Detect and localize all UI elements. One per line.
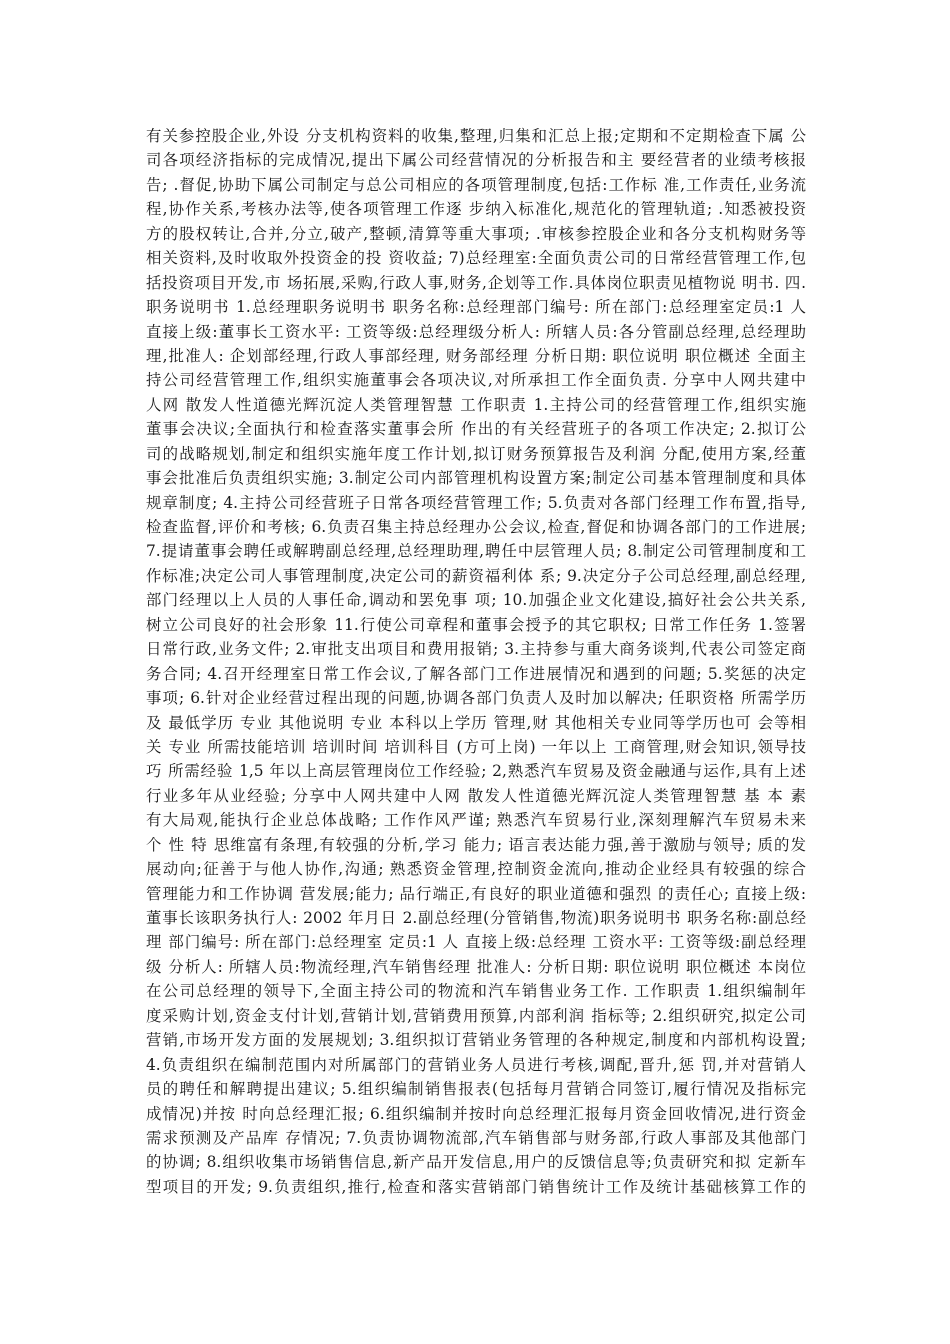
text-line: 理 部门编号: 所在部门:总经理室 定员:1 人 直接上级:总经理 工资水平: 工资等级:副总经理 bbox=[146, 933, 806, 952]
text-line: 部门经理以上人员的人事任命,调动和罢免事 项; 10.加强企业文化建设,搞好社会公共关系, bbox=[146, 591, 806, 610]
body-text bbox=[146, 124, 806, 1199]
text-line: 事会批准后负责组织实施; 3.制定公司内部管理机构设置方案;制定公司基本管理制度和具体 bbox=[146, 469, 806, 488]
text-line: 的协调; 8.组织收集市场销售信息,新产品开发信息,用户的反馈信息等;负责研究和拟 定新车 bbox=[146, 1153, 806, 1172]
text-line: 直接上级:董事长工资水平: 工资等级:总经理级分析人: 所辖人员:各分管副总经理,总经理助 bbox=[146, 322, 806, 341]
text-line: 司各项经济指标的完成情况,提出下属公司经营情况的分析报告和主 要经营者的业绩考核报 bbox=[146, 151, 806, 170]
text-line: 个 性 特 思维富有条理,有较强的分析,学习 能力; 语言表达能力强,善于激励与领导; 质的发 bbox=[146, 835, 806, 854]
text-line: 持公司经营管理工作,组织实施董事会各项决议,对所承担工作全面负责. 分享中人网共建中 bbox=[146, 371, 806, 390]
text-line: 规章制度; 4.主持公司经营班子日常各项经营管理工作; 5.负责对各部门经理工作布置,指导, bbox=[146, 493, 806, 512]
text-line: 括投资项目开发,市 场拓展,采购,行政人事,财务,企划等工作.具体岗位职责见植物说 明书. 四. bbox=[146, 273, 806, 292]
text-line: 树立公司良好的社会形象 11.行使公司章程和董事会授予的其它职权; 日常工作任务 1.签署 bbox=[146, 615, 806, 634]
text-line: 及 最低学历 专业 其他说明 专业 本科以上学历 管理,财 其他相关专业同等学历也可 会等相 bbox=[146, 713, 806, 732]
text-line: 作标准;决定公司人事管理制度,决定公司的薪资福利体 系; 9.决定分子公司总经理,副总经理, bbox=[146, 566, 806, 585]
text-line: 有关参控股企业,外设 分支机构资料的收集,整理,归集和汇总上报;定期和不定期检查下属 公 bbox=[146, 127, 806, 145]
text-line: 7.提请董事会聘任或解聘副总经理,总经理助理,聘任中层管理人员; 8.制定公司管理制度和工 bbox=[146, 542, 806, 561]
text-line: 检查监督,评价和考核; 6.负责召集主持总经理办公会议,检查,督促和协调各部门的工作进展; bbox=[146, 518, 806, 536]
text-line: 务合同; 4.召开经理室日常工作会议,了解各部门工作进展情况和遇到的问题; 5.奖惩的决定 bbox=[146, 664, 806, 683]
text-line: 司的战略规划,制定和组织实施年度工作计划,拟订财务预算报告及利润 分配,使用方案,经董 bbox=[146, 444, 806, 463]
text-line: 行业多年从业经验; 分享中人网共建中人网 散发人性道德光辉沉淀人类管理智慧 基 本 素 bbox=[146, 786, 806, 805]
text-line: 管理能力和工作协调 营发展;能力; 品行端正,有良好的职业道德和强烈 的责任心; 直接上级: bbox=[146, 884, 806, 903]
text-line: 营销,市场开发方面的发展规划; 3.组织拟订营销业务管理的各种规定,制度和内部机构设置; bbox=[146, 1031, 806, 1050]
text-line: 展动向;征善于与他人协作,沟通; 熟悉资金管理,控制资金流向,推动企业经具有较强的综合 bbox=[146, 860, 806, 879]
text-line: 告; .督促,协助下属公司制定与总公司相应的各项管理制度,包括:工作标 准,工作责任,业务流 bbox=[146, 175, 806, 194]
text-line: 董事会决议;全面执行和检查落实董事会所 作出的有关经营班子的各项工作决定; 2.拟订公 bbox=[146, 420, 806, 439]
text-line: 型项目的开发; 9.负责组织,推行,检查和落实营销部门销售统计工作及统计基础核算工作的 bbox=[146, 1177, 806, 1196]
text-line: 成情况)并按 时向总经理汇报; 6.组织编制并按时向总经理汇报每月资金回收情况,进行资金 bbox=[146, 1104, 806, 1123]
text-line: 级 分析人: 所辖人员:物流经理,汽车销售经理 批准人: 分析日期: 职位说明 职位概述 本岗位 bbox=[146, 957, 806, 976]
text-line: 职务说明书 1.总经理职务说明书 职务名称:总经理部门编号: 所在部门:总经理室定员:1 人 bbox=[146, 298, 806, 317]
text-line: 理,批准人: 企划部经理,行政人事部经理, 财务部经理 分析日期: 职位说明 职位概述 全面主 bbox=[146, 346, 806, 365]
text-line: 相关资料,及时收取外投资金的投 资收益; 7)总经理室:全面负责公司的日常经营管理工作,包 bbox=[146, 249, 806, 268]
text-line: 员的聘任和解聘提出建议; 5.组织编制销售报表(包括每月营销合同签订,履行情况及指标完 bbox=[146, 1080, 806, 1099]
text-line: 人网 散发人性道德光辉沉淀人类管理智慧 工作职责 1.主持公司的经营管理工作,组织实施 bbox=[146, 395, 806, 414]
text-line: 需求预测及产品库 存情况; 7.负责协调物流部,汽车销售部与财务部,行政人事部及其他部门 bbox=[146, 1128, 806, 1147]
text-line: 关 专业 所需技能培训 培训时间 培训科目 (方可上岗) 一年以上 工商管理,财会知识,领导技 bbox=[146, 737, 806, 756]
text-line: 度采购计划,资金支付计划,营销计划,营销费用预算,内部利润 指标等; 2.组织研究,拟定公司 bbox=[146, 1006, 806, 1025]
text-line: 程,协作关系,考核办法等,使各项管理工作逐 步纳入标准化,规范化的管理轨道; .知悉被投资 bbox=[146, 200, 806, 219]
text-line: 巧 所需经验 1,5 年以上高层管理岗位工作经验; 2,熟悉汽车贸易及资金融通与运作,具有上述 bbox=[146, 762, 806, 781]
text-line: 方的股权转让,合并,分立,破产,整顿,清算等重大事项; .审核参控股企业和各分支机构财务等 bbox=[146, 224, 806, 243]
text-line: 事项; 6.针对企业经营过程出现的问题,协调各部门负责人及时加以解决; 任职资格 所需学历 bbox=[146, 689, 806, 708]
text-line: 4.负责组织在编制范围内对所属部门的营销业务人员进行考核,调配,晋升,惩 罚,并对营销人 bbox=[146, 1055, 806, 1074]
text-line: 董事长该职务执行人: 2002 年月日 2.副总经理(分管销售,物流)职务说明书 职务名称:副总经 bbox=[146, 909, 806, 927]
text-line: 有大局观,能执行企业总体战略; 工作作风严谨; 熟悉汽车贸易行业,深刻理解汽车贸易未来 bbox=[146, 811, 806, 830]
text-line: 在公司总经理的领导下,全面主持公司的物流和汽车销售业务工作. 工作职责 1.组织编制年 bbox=[146, 982, 806, 1001]
text-line: 日常行政,业务文件; 2.审批支出项目和费用报销; 3.主持参与重大商务谈判,代表公司签定商 bbox=[146, 640, 806, 659]
